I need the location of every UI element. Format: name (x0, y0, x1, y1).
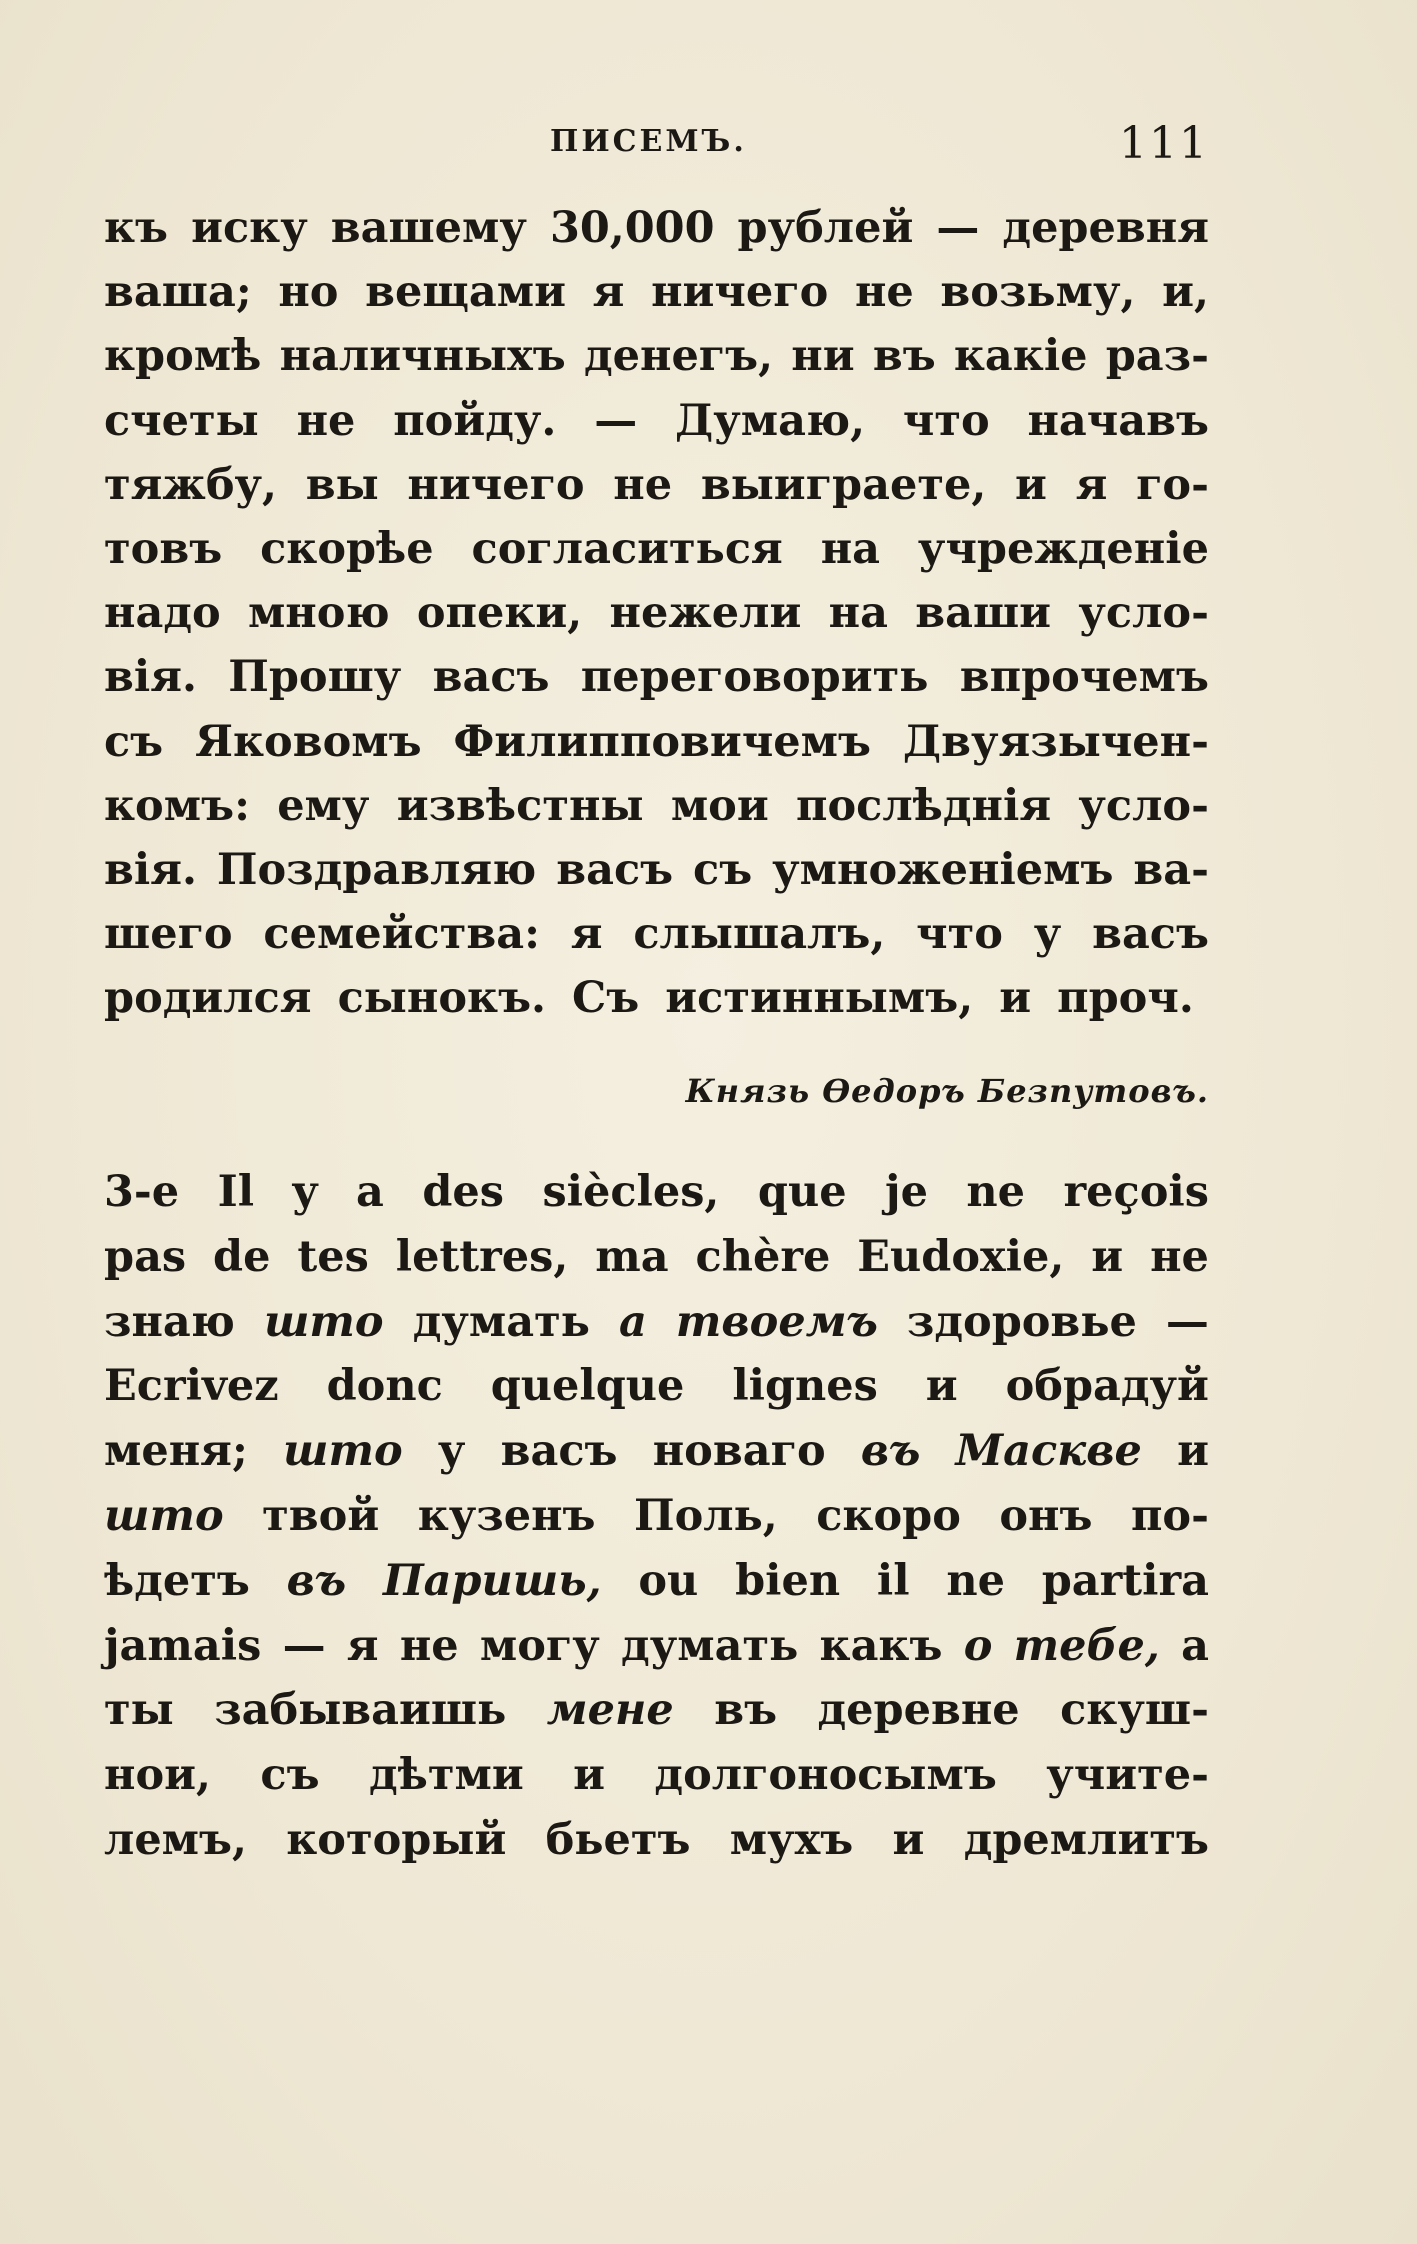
word: ничего (651, 267, 829, 318)
word: твой (262, 1490, 380, 1541)
word: я (592, 267, 625, 318)
word: што (283, 1426, 403, 1477)
letter-paragraph-2 (104, 1160, 1209, 1873)
word: твоемъ (675, 1296, 878, 1347)
word: reçois (1063, 1167, 1209, 1217)
word: pas (104, 1231, 187, 1282)
word: съ (260, 1750, 320, 1801)
word: согласиться (471, 523, 783, 574)
word: какъ (819, 1620, 943, 1671)
word: съ (104, 716, 164, 767)
word: ни (791, 331, 855, 382)
word: въ (714, 1685, 778, 1736)
word: на (820, 523, 881, 574)
word: Ecrivez (104, 1361, 279, 1412)
word: мои (670, 780, 769, 831)
word: вашему (330, 203, 527, 253)
word: вещами (365, 267, 566, 318)
text-line (104, 1614, 1209, 1679)
word: могу (479, 1620, 600, 1671)
word: скоро (816, 1490, 961, 1541)
word: тяжбу, (104, 459, 278, 510)
word: но (278, 267, 339, 318)
word: дремлитъ (963, 1814, 1209, 1865)
word: не (399, 1620, 459, 1671)
word: Маскве (955, 1426, 1142, 1477)
page-number: 111 (1119, 118, 1209, 169)
word: впрочемъ (959, 652, 1209, 703)
word: забываишь (214, 1685, 507, 1736)
word: Поздравляю (216, 844, 537, 895)
word: Прошу (228, 652, 402, 703)
word: иску (191, 203, 308, 253)
word: ваши (915, 588, 1052, 639)
word: мухъ (729, 1814, 854, 1865)
word: donc (326, 1361, 443, 1412)
text-line (104, 1225, 1209, 1290)
word: de (213, 1231, 271, 1282)
text-line (104, 1549, 1209, 1614)
word: на (828, 588, 888, 639)
word: bien (735, 1555, 841, 1606)
word: ou (638, 1555, 699, 1606)
page-header (104, 118, 1209, 178)
text-line (104, 581, 1209, 645)
word: я (346, 1620, 379, 1671)
word: ему (277, 780, 370, 831)
word: вія. (104, 652, 197, 703)
text-line (104, 453, 1209, 517)
word: умноженіемъ (772, 844, 1114, 895)
word: не (613, 459, 673, 510)
text-line (104, 1354, 1209, 1419)
text-line (104, 966, 1209, 1030)
word: рублей (737, 203, 914, 253)
word: обрадуй (1005, 1361, 1209, 1412)
word: шего (104, 909, 233, 960)
word: ва- (1133, 844, 1209, 895)
word: надо (104, 588, 221, 639)
text-line (104, 838, 1209, 902)
word: въ (286, 1555, 347, 1606)
word: новаго (652, 1426, 826, 1477)
word: и (573, 1750, 606, 1801)
word: Яковомъ (195, 716, 422, 767)
word: возьму, (940, 267, 1136, 318)
word: опеки, (416, 588, 583, 639)
text-line (104, 645, 1209, 709)
word: васъ (500, 1426, 618, 1477)
word: que (757, 1167, 847, 1217)
word: а (618, 1296, 647, 1347)
word: у (437, 1426, 466, 1477)
word: нежели (609, 588, 802, 639)
word: у (1033, 909, 1062, 960)
word: васъ (556, 844, 674, 895)
text-line (104, 1160, 1209, 1225)
word: къ (104, 203, 169, 253)
letter-signature: Князь Ѳедоръ Безпутовъ. (685, 1072, 1209, 1110)
word: ne (946, 1555, 1005, 1606)
word: думать (621, 1620, 799, 1671)
word: Паришь, (382, 1555, 602, 1606)
word: des (422, 1167, 504, 1217)
text-line (104, 774, 1209, 838)
word: послѣднія (796, 780, 1052, 831)
text-line (104, 1290, 1209, 1355)
word: не (854, 267, 914, 318)
word: ваша; (104, 267, 252, 318)
word: дѣтми (368, 1750, 524, 1801)
word: и, (1162, 267, 1209, 318)
word: ѣдетъ (104, 1555, 250, 1606)
word: а (1181, 1620, 1209, 1671)
word: въ (872, 331, 936, 382)
word: онъ (999, 1490, 1093, 1541)
word: кромѣ (104, 331, 262, 382)
word: ничего (407, 459, 585, 510)
word: jamais (104, 1620, 262, 1671)
word: тебе, (1013, 1620, 1160, 1671)
word: ты (104, 1685, 174, 1736)
word: Поль, (634, 1490, 778, 1541)
word: Филипповичемъ (453, 716, 871, 767)
word: quelque (490, 1361, 685, 1412)
word: je (885, 1167, 928, 1217)
word: семейства: (263, 909, 540, 960)
word: что (902, 395, 990, 446)
word: вія. (104, 844, 197, 895)
word: и (892, 1814, 925, 1865)
word: и (1091, 1231, 1124, 1282)
word: товъ (104, 523, 223, 574)
word: и (1177, 1426, 1209, 1477)
word: долгоносымъ (654, 1750, 997, 1801)
word: счеты (104, 395, 259, 446)
running-head: ПИСЕМЪ. (550, 124, 747, 159)
word: мною (247, 588, 390, 639)
word: што (263, 1296, 384, 1347)
word: — (1165, 1296, 1209, 1347)
word: tes (297, 1231, 369, 1282)
word: извѣстны (396, 780, 644, 831)
word: деревне (817, 1685, 1020, 1736)
word: siècles, (542, 1167, 720, 1217)
text-line (104, 1743, 1209, 1808)
text-line (104, 1419, 1209, 1484)
word: выиграете, (700, 459, 987, 510)
word: ne (966, 1167, 1026, 1217)
word: partira (1041, 1555, 1209, 1606)
word: васъ (1092, 909, 1209, 960)
text-line (104, 196, 1209, 260)
word: Съ (572, 973, 640, 1024)
word: не (296, 395, 356, 446)
word: что (916, 909, 1003, 960)
word: здоровье (906, 1296, 1137, 1347)
word: я (570, 909, 603, 960)
word: съ (693, 844, 753, 895)
word: учите- (1046, 1750, 1209, 1801)
word: меня; (104, 1426, 248, 1477)
word: я (1075, 459, 1108, 510)
word: chère (695, 1231, 831, 1282)
word: го- (1136, 459, 1209, 510)
text-line (104, 710, 1209, 774)
word: lettres, (395, 1231, 569, 1282)
text-line (104, 517, 1209, 581)
word: лемъ, (104, 1814, 247, 1865)
word: Думаю, (675, 395, 866, 446)
word: въ (860, 1426, 921, 1477)
word: кузенъ (417, 1490, 596, 1541)
word: lignes (732, 1361, 878, 1412)
word: вы (305, 459, 379, 510)
word: раз- (1105, 331, 1209, 382)
word: нои, (104, 1750, 212, 1801)
word: мене (546, 1685, 674, 1736)
word: проч. (1057, 973, 1194, 1024)
word: — (282, 1620, 326, 1671)
word: какіе (953, 331, 1088, 382)
word: 3-е (104, 1167, 180, 1217)
word: который (286, 1814, 507, 1865)
word: наличныхъ (279, 331, 566, 382)
word: бьетъ (545, 1814, 691, 1865)
word: скорѣе (260, 523, 434, 574)
text-line (104, 389, 1209, 453)
word: денегъ, (583, 331, 774, 382)
letter-paragraph-1 (104, 196, 1209, 1030)
word: думать (412, 1296, 590, 1347)
word: и (999, 973, 1032, 1024)
word: начавъ (1027, 395, 1209, 446)
text-line (104, 324, 1209, 388)
word: и (1015, 459, 1047, 510)
word: што (104, 1490, 224, 1541)
word: il (876, 1555, 910, 1606)
word: усло- (1078, 780, 1209, 831)
word: скуш- (1060, 1685, 1209, 1736)
word: истиннымъ, (665, 973, 974, 1024)
word: деревня (1002, 203, 1209, 253)
word: и (925, 1361, 958, 1412)
word: родился (104, 973, 312, 1024)
text-line (104, 1484, 1209, 1549)
word: a (355, 1167, 384, 1217)
word: — (936, 203, 980, 253)
word: сынокъ. (337, 973, 547, 1024)
word: усло- (1078, 588, 1209, 639)
word: по- (1130, 1490, 1209, 1541)
word: 30,000 (549, 203, 715, 253)
text-line (104, 902, 1209, 966)
word: y (292, 1167, 318, 1217)
word: васъ (432, 652, 550, 703)
word: слышалъ, (633, 909, 886, 960)
word: не (1150, 1231, 1209, 1282)
word: переговорить (580, 652, 929, 703)
word: пойду. (393, 395, 557, 446)
word: Eudoxie, (857, 1231, 1065, 1282)
text-line (104, 1678, 1209, 1743)
word: учрежденіе (917, 523, 1209, 574)
word: Двуязычен- (902, 716, 1209, 767)
word: комъ: (104, 780, 250, 831)
text-line (104, 1808, 1209, 1873)
text-line (104, 260, 1209, 324)
word: Il (217, 1167, 255, 1217)
word: знаю (104, 1296, 235, 1347)
word: о (963, 1620, 993, 1671)
word: ma (595, 1231, 669, 1282)
word: — (594, 395, 638, 446)
